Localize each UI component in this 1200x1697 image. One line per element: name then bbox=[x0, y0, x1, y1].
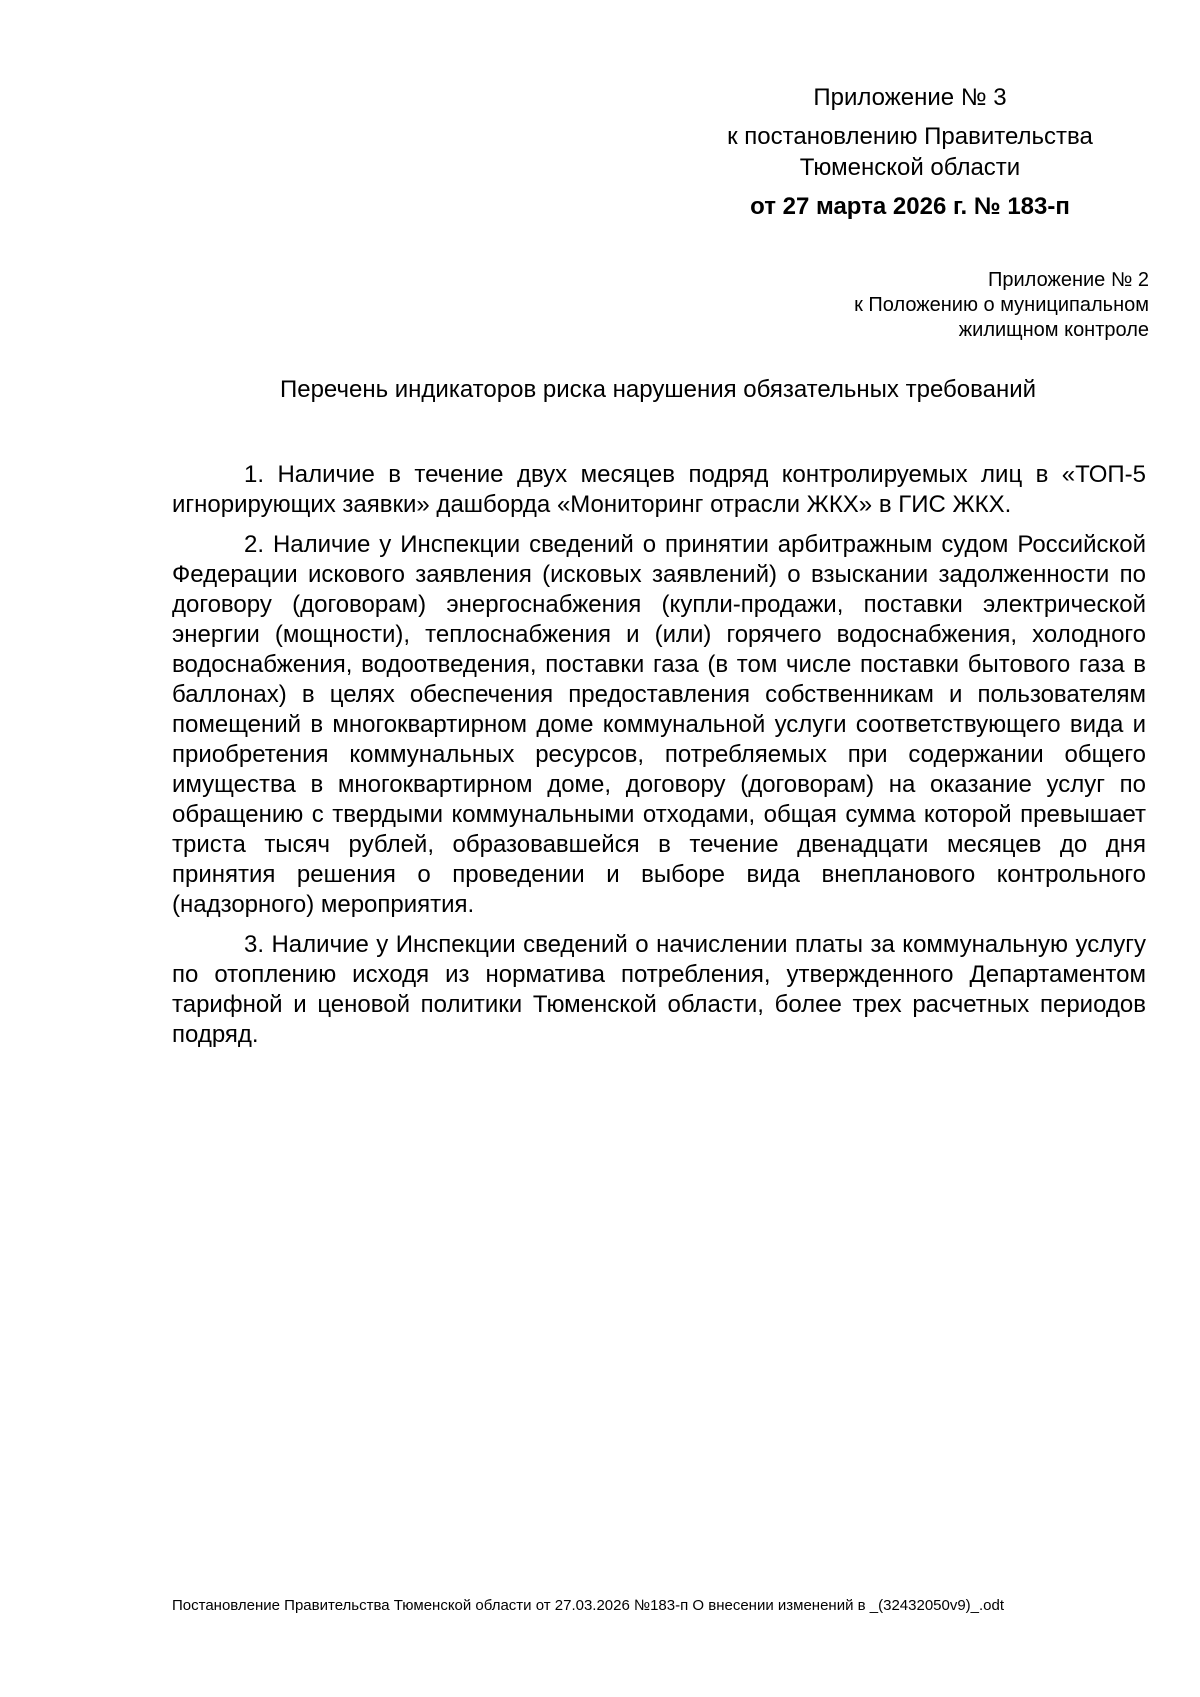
sub-appendix-line2: жилищном контроле bbox=[958, 319, 1149, 341]
decree-reference-line1: к постановлению Правительства bbox=[727, 123, 1093, 150]
sub-appendix-label: Приложение № 2 bbox=[988, 269, 1149, 291]
sub-appendix-line1: к Положению о муниципальном bbox=[854, 294, 1149, 316]
page-footer: Постановление Правительства Тюменской области от 27.03.2026 №183-п О внесении изменений в _(32432050v9)_.odt bbox=[172, 1597, 1005, 1614]
appendix-label: Приложение № 3 bbox=[813, 84, 1007, 111]
sub-appendix-header bbox=[649, 268, 1149, 343]
list-item-2: 2. Наличие у Инспекции сведений о принятии арбитражным судом Российской Федерации искового заявления (исковых заявлений) о взыскании задолженности по договору (договорам) энергоснабжения (купли-продажи, поставки электрической энергии (мощности), теплоснабжения и (или) горячего водоснабжения, холодного водоснабжения, водоотведения, поставки газа (в том числе поставки бытового газа в баллонах) в целях обеспечения предоставления собственникам и пользователям помещений в многоквартирном доме коммунальной услуги соответствующего вида и приобретения коммунальных ресурсов, потребляемых при содержании общего имущества в многоквартирном доме, договору (договорам) на оказание услуг по обращению с твердыми коммунальными отходами, общая сумма которой превышает триста тысяч рублей, образовавшейся в течение двенадцати месяцев до дня принятия решения о проведении и выборе вида внепланового контрольного (надзорного) мероприятия. bbox=[172, 531, 1146, 918]
list-item-3: 3. Наличие у Инспекции сведений о начислении платы за коммунальную услугу по отоплению исходя из норматива потребления, утвержденного Департаментом тарифной и ценовой политики Тюменской области, более трех расчетных периодов подряд. bbox=[172, 931, 1146, 1048]
list-item-1: 1. Наличие в течение двух месяцев подряд контролируемых лиц в «ТОП-5 игнорирующих заявки» дашборда «Мониторинг отрасли ЖКХ» в ГИС ЖКХ. bbox=[172, 461, 1146, 518]
appendix-header bbox=[690, 82, 1130, 222]
document-title: Перечень индикаторов риска нарушения обязательных требований bbox=[279, 376, 1037, 403]
decree-date: от 27 марта 2026 г. № 183-п bbox=[750, 193, 1070, 220]
decree-reference-line2: Тюменской области bbox=[799, 154, 1021, 181]
document-body bbox=[172, 460, 1146, 1060]
